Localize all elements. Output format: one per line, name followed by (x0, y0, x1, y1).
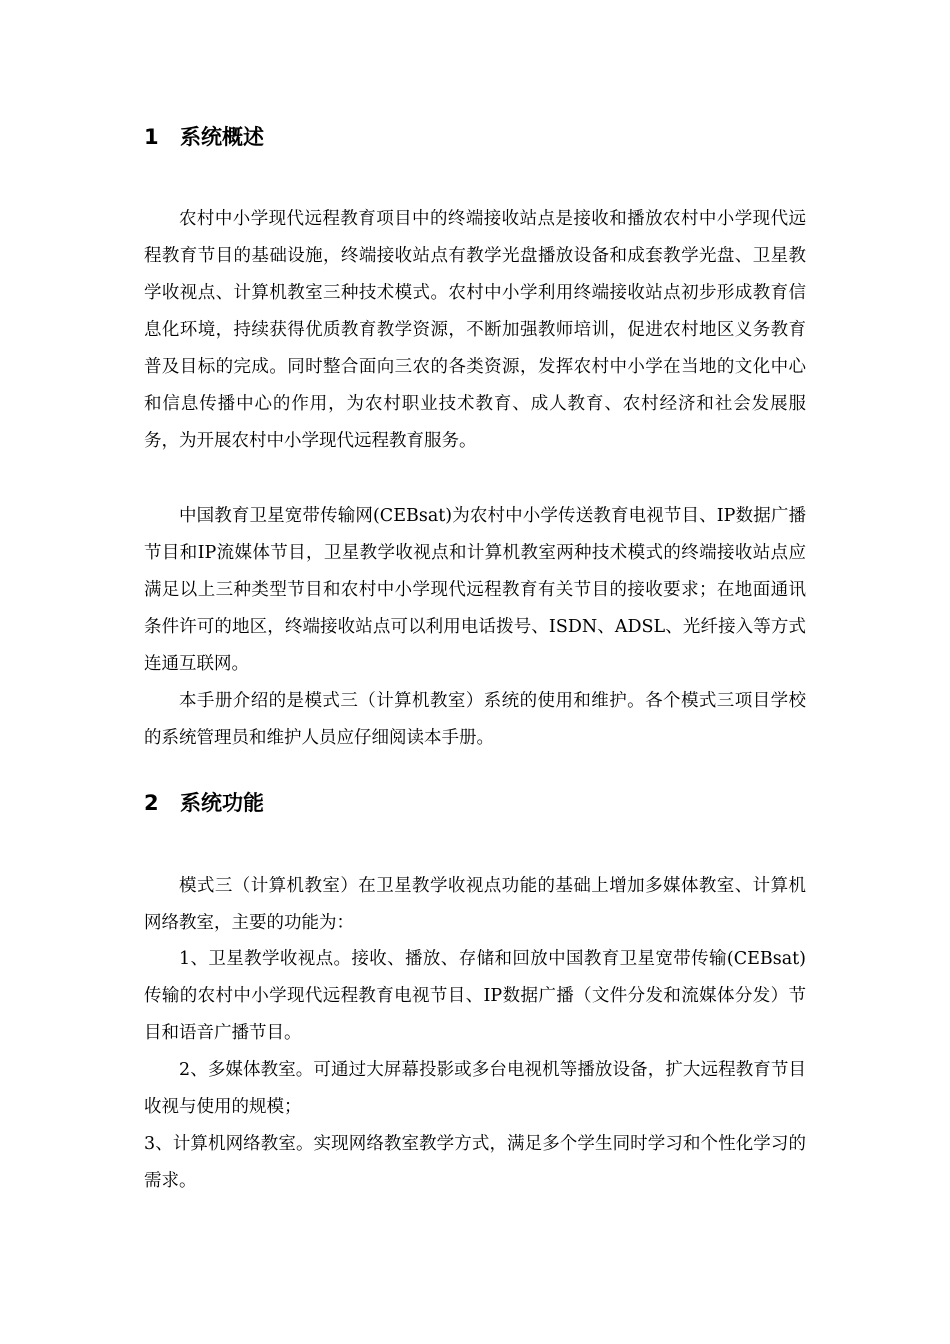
section-2-item-2: 2、多媒体教室。可通过大屏幕投影或多台电视机等播放设备，扩大远程教育节目收视与使用的规模； (144, 1060, 806, 1117)
section-2-heading (144, 790, 264, 816)
section-2-item-3: 3、计算机网络教室。实现网络教室教学方式，满足多个学生同时学习和个性化学习的需求。 (144, 1134, 806, 1191)
section-2-title: 系统功能 (180, 791, 264, 815)
section-1-paragraph-3: 本手册介绍的是模式三（计算机教室）系统的使用和维护。各个模式三项目学校的系统管理员和维护人员应仔细阅读本手册。 (144, 691, 806, 748)
section-1-number: 1 (144, 125, 159, 149)
section-2-paragraph-1: 模式三（计算机教室）在卫星教学收视点功能的基础上增加多媒体教室、计算机网络教室，主要的功能为： (144, 876, 806, 933)
section-1-paragraph-2: 中国教育卫星宽带传输网(CEBsat)为农村中小学传送教育电视节目、IP数据广播节目和IP流媒体节目，卫星教学收视点和计算机教室两种技术模式的终端接收站点应满足以上三种类型节目和农村中小学现代远程教育有关节目的接收要求；在地面通讯条件许可的地区，终端接收站点可以利用电话拨号、ISDN、ADSL、光纤接入等方式连通互联网。 (144, 506, 806, 674)
section-1-paragraph-1: 农村中小学现代远程教育项目中的终端接收站点是接收和播放农村中小学现代远程教育节目的基础设施，终端接收站点有教学光盘播放设备和成套教学光盘、卫星教学收视点、计算机教室三种技术模式。农村中小学利用终端接收站点初步形成教育信息化环境，持续获得优质教育教学资源，不断加强教师培训，促进农村地区义务教育普及目标的完成。同时整合面向三农的各类资源，发挥农村中小学在当地的文化中心和信息传播中心的作用，为农村职业技术教育、成人教育、农村经济和社会发展服务，为开展农村中小学现代远程教育服务。 (144, 209, 806, 451)
section-2-item-1: 1、卫星教学收视点。接收、播放、存储和回放中国教育卫星宽带传输(CEBsat)传输的农村中小学现代远程教育电视节目、IP数据广播（文件分发和流媒体分发）节目和语音广播节目。 (144, 949, 806, 1043)
section-2-number: 2 (144, 791, 159, 815)
section-1-title: 系统概述 (180, 125, 264, 149)
section-1-heading (144, 124, 264, 150)
